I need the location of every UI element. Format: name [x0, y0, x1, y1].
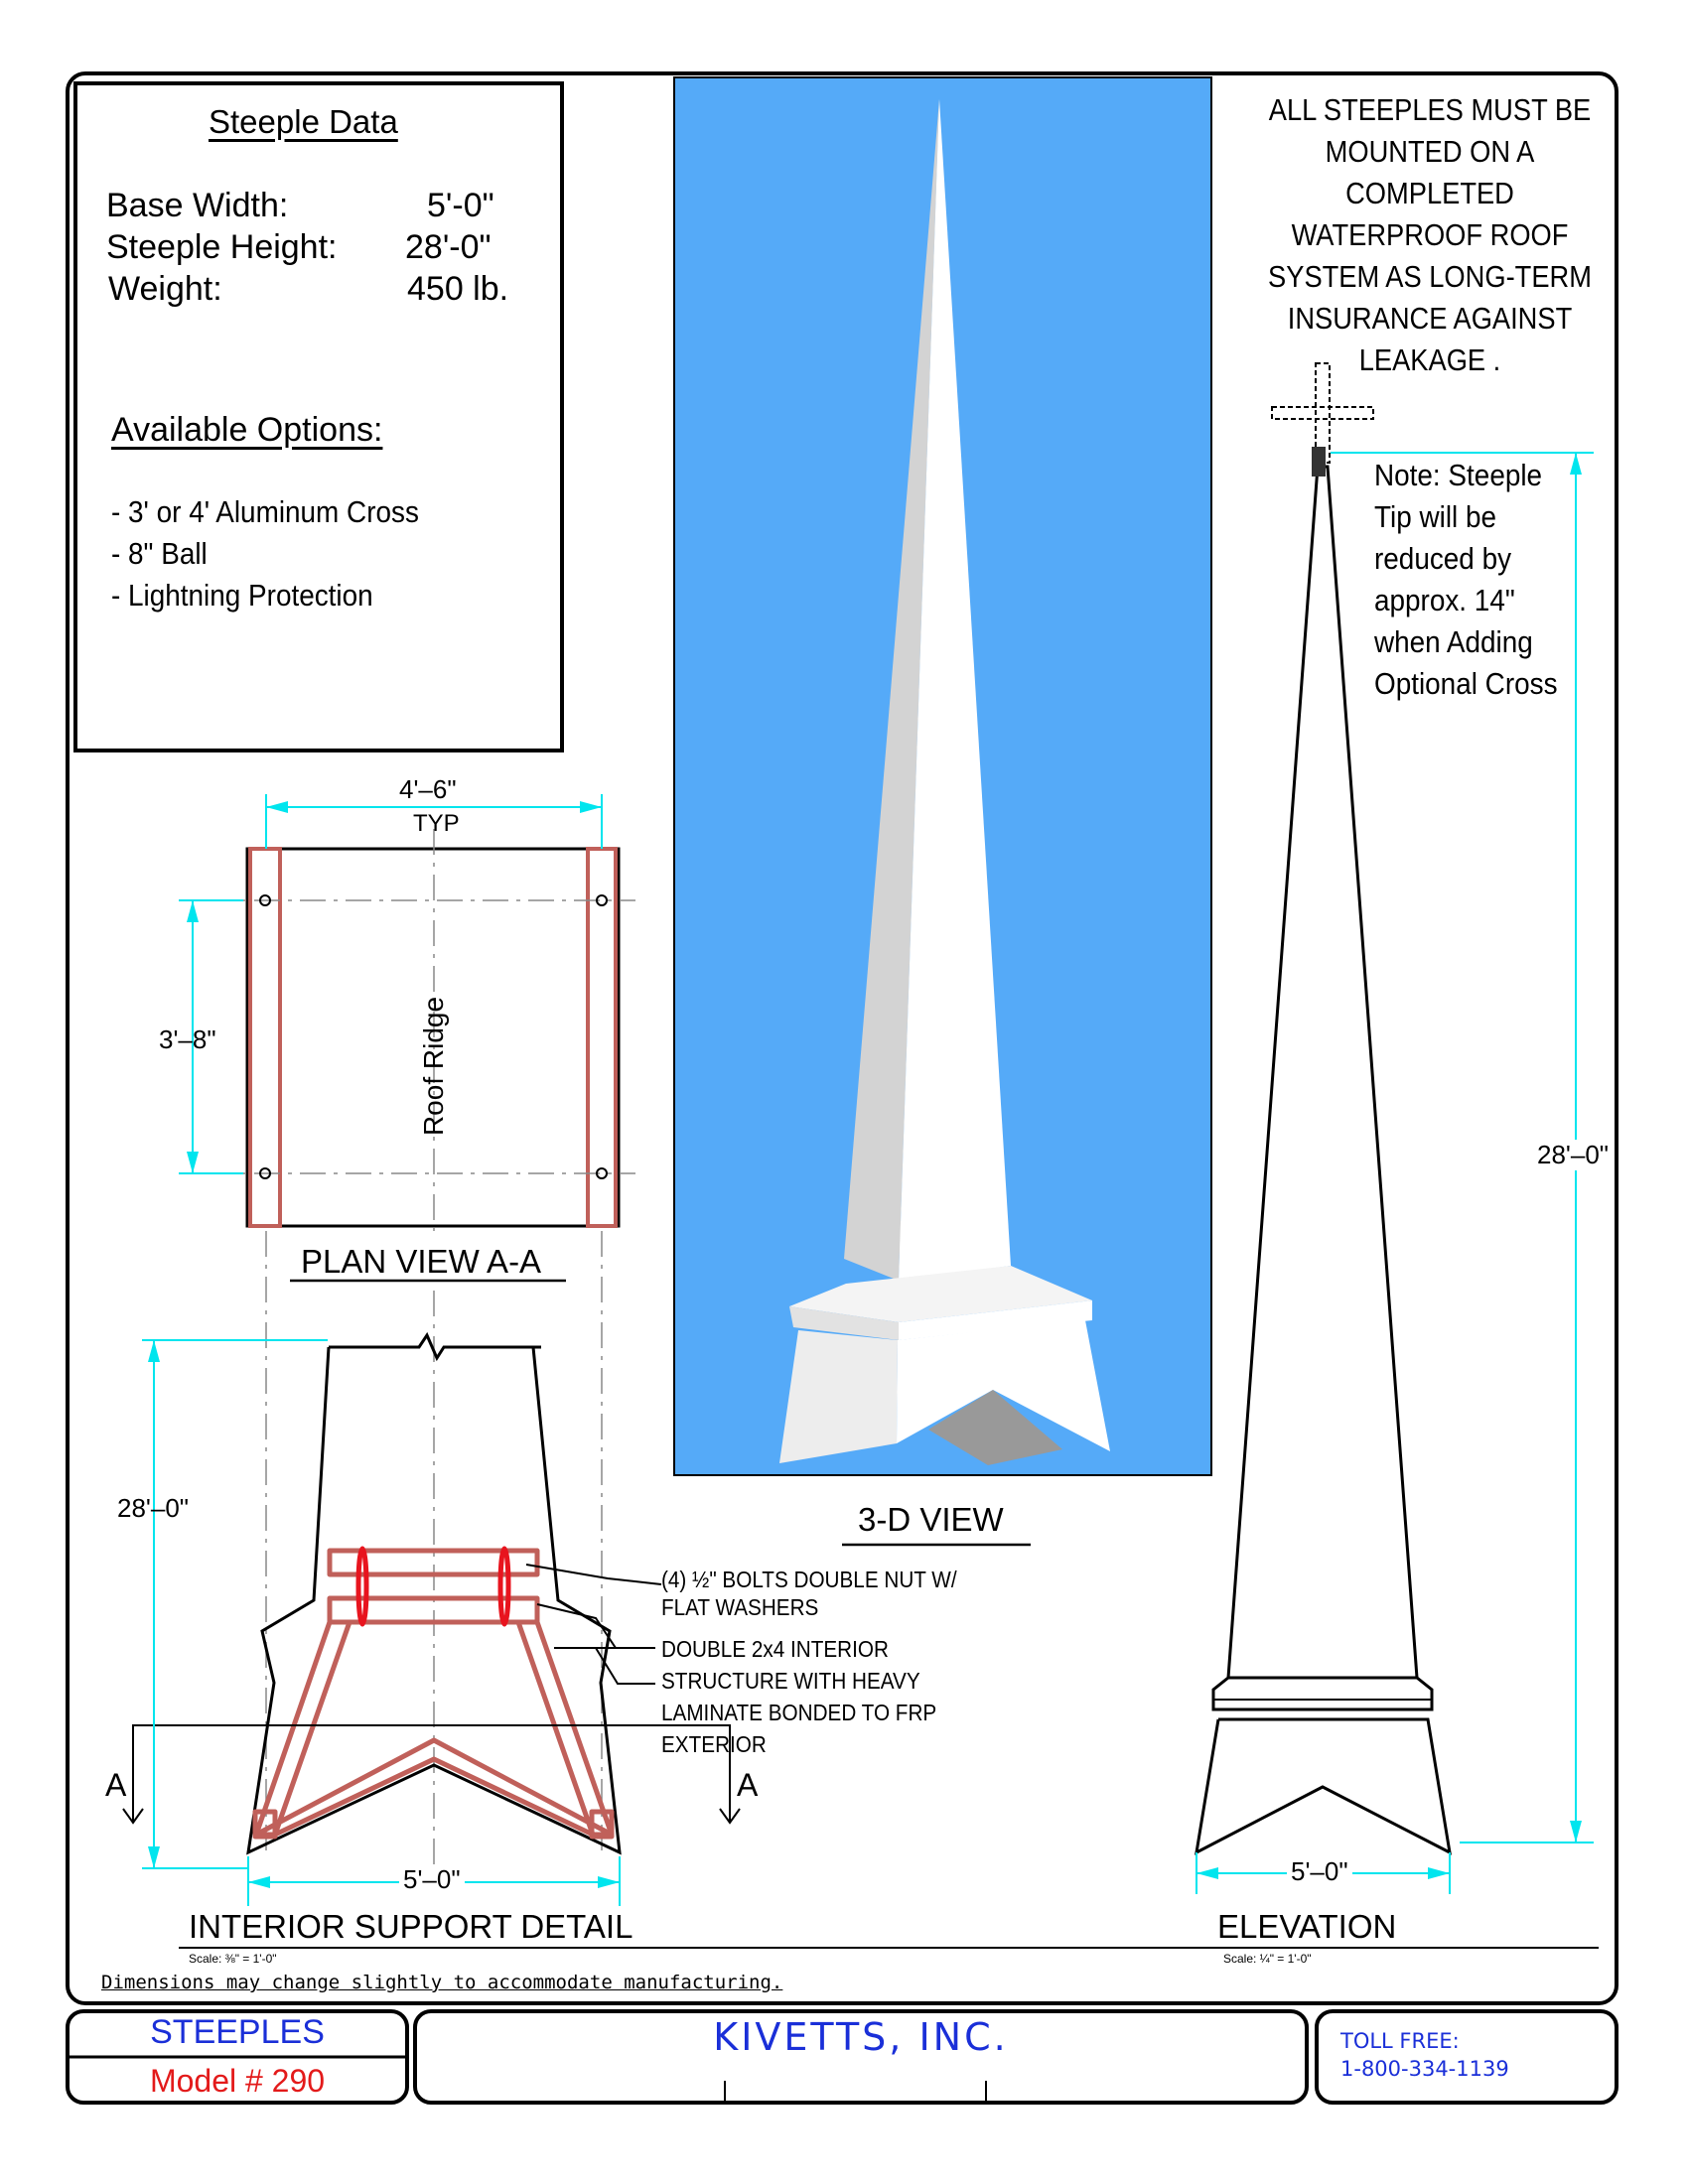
bolts-callout-line: (4) ½" BOLTS DOUBLE NUT W/ [661, 1567, 957, 1592]
toll-free-label: TOLL FREE: [1340, 2029, 1460, 2053]
interior-detail-title: INTERIOR SUPPORT DETAIL [189, 1908, 633, 1945]
company-name: KIVETTS, INC. [713, 2015, 1009, 2059]
mount-note-line: SYSTEM AS LONG-TERM [1268, 259, 1592, 294]
tip-note-line: when Adding [1374, 624, 1533, 659]
model-label: Model # 290 [149, 2063, 326, 2099]
structure-callout [661, 1633, 936, 1760]
structure-callout-line: EXTERIOR [661, 1731, 767, 1757]
structure-callout-line: DOUBLE 2x4 INTERIOR [661, 1636, 889, 1662]
plan-width-dimension: 4'–6" [399, 774, 457, 804]
option-item: - Lightning Protection [111, 578, 373, 613]
roof-ridge-label: Roof Ridge [418, 996, 449, 1137]
interior-detail-scale: Scale: ⅜" = 1'-0" [189, 1952, 277, 1966]
mount-note [1231, 89, 1628, 381]
interior-support-detail [123, 1335, 740, 1906]
plan-view [179, 794, 635, 1281]
steeple-height-value: 28'-0" [405, 228, 492, 266]
mount-note-line: INSURANCE AGAINST [1287, 301, 1573, 336]
base-width-value: 5'-0" [427, 187, 494, 224]
mount-note-line: LEAKAGE . [1358, 342, 1501, 377]
elevation-title: ELEVATION [1217, 1908, 1397, 1945]
elevation-height-dimension: 28'–0" [1537, 1140, 1610, 1169]
view-3d-title: 3-D VIEW [858, 1501, 1004, 1538]
plan-width-typ: TYP [413, 810, 460, 837]
tip-note-line: Tip will be [1374, 499, 1497, 534]
tip-note [1374, 455, 1613, 705]
bolt-left [358, 1549, 366, 1624]
base-width-label: Base Width: [106, 187, 289, 224]
disclaimer-text: Dimensions may change slightly to accommodate manufacturing. [101, 1972, 783, 1993]
elevation-base [1196, 1719, 1450, 1852]
steeple-data-title: Steeple Data [209, 103, 398, 140]
section-mark-left: A [105, 1767, 127, 1803]
bolts-callout-line: FLAT WASHERS [661, 1594, 819, 1620]
elevation-scale: Scale: ¼" = 1'-0" [1223, 1952, 1312, 1966]
weight-label: Weight: [108, 270, 222, 308]
category-label: STEEPLES [150, 2013, 325, 2051]
mount-note-line: MOUNTED ON A [1325, 134, 1535, 169]
structure-callout-line: LAMINATE BONDED TO FRP [661, 1700, 937, 1725]
tip-note-line: Note: Steeple [1374, 458, 1543, 492]
elevation-base-dimension: 5'–0" [1287, 1856, 1352, 1887]
detail-base-dimension: 5'–0" [399, 1864, 465, 1895]
mount-note-line: WATERPROOF ROOF [1291, 217, 1569, 252]
steeple-height-label: Steeple Height: [106, 228, 338, 266]
tip-note-line: Optional Cross [1374, 666, 1558, 701]
break-line [329, 1335, 541, 1358]
detail-height-dimension: 28'–0" [117, 1493, 190, 1523]
left-truss [256, 1622, 350, 1835]
plan-depth-dimension: 3'–8" [159, 1024, 216, 1054]
tip-note-line: reduced by [1374, 541, 1512, 576]
right-truss [518, 1622, 612, 1835]
view-3d-render [674, 77, 1211, 1475]
available-options-title: Available Options: [111, 411, 383, 449]
phone-number[interactable]: 1-800-334-1139 [1340, 2057, 1509, 2081]
weight-value: 450 lb. [407, 270, 509, 308]
option-item: - 3' or 4' Aluminum Cross [111, 494, 419, 529]
base-left-face [779, 1330, 898, 1463]
plan-view-title: PLAN VIEW A-A [301, 1243, 542, 1280]
bolt-right [500, 1549, 508, 1624]
option-item: - 8" Ball [111, 536, 208, 571]
tip-note-line: approx. 14" [1374, 583, 1515, 617]
mount-note-line: ALL STEEPLES MUST BE [1268, 92, 1592, 127]
mount-note-line: COMPLETED [1345, 176, 1514, 210]
structure-callout-line: STRUCTURE WITH HEAVY [661, 1668, 920, 1694]
section-mark-right: A [737, 1767, 759, 1803]
bolts-callout [661, 1566, 957, 1621]
elevation-collar [1213, 1678, 1432, 1709]
